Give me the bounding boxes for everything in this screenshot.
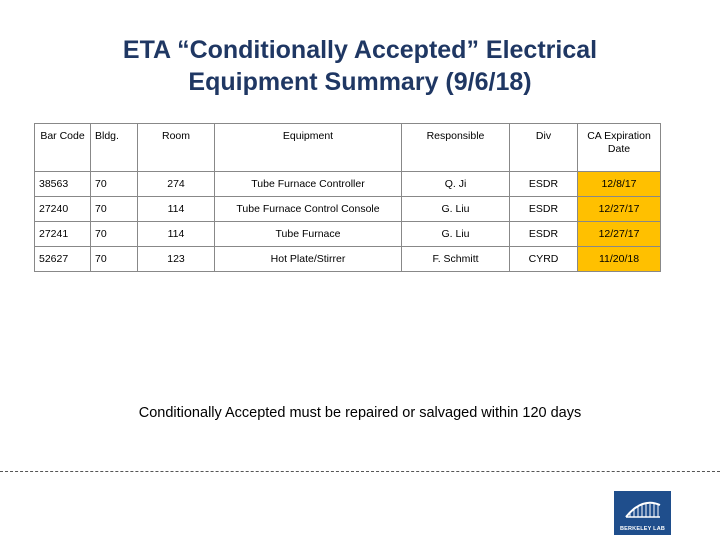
equipment-summary-table (34, 123, 661, 272)
footnote: Conditionally Accepted must be repaired or salvaged within 120 days (138, 405, 582, 421)
cell-room: 114 (138, 222, 215, 247)
cell-bar-code: 27241 (35, 222, 91, 247)
page-title-line-2: Equipment Summary (9/6/18) (188, 68, 532, 96)
cell-ca-expiration: 12/27/17 (578, 197, 661, 222)
cell-bldg: 70 (91, 222, 138, 247)
footer-divider (0, 471, 720, 472)
table-row (35, 222, 661, 247)
cell-ca-expiration: 11/20/18 (578, 247, 661, 272)
cell-room: 123 (138, 247, 215, 272)
header-responsible: Responsible (402, 124, 510, 172)
header-room: Room (138, 124, 215, 172)
cell-bldg: 70 (91, 172, 138, 197)
cell-equipment: Tube Furnace Controller (215, 172, 402, 197)
page-title (0, 34, 720, 98)
cell-ca-expiration: 12/27/17 (578, 222, 661, 247)
page-title-line-1: ETA “Conditionally Accepted” Electrical (122, 36, 598, 64)
cell-room: 274 (138, 172, 215, 197)
cell-div: ESDR (510, 197, 578, 222)
table-row (35, 172, 661, 197)
cell-equipment: Tube Furnace Control Console (215, 197, 402, 222)
cell-div: ESDR (510, 172, 578, 197)
header-div: Div (510, 124, 578, 172)
header-equipment: Equipment (215, 124, 402, 172)
header-bar-code: Bar Code (35, 124, 91, 172)
cell-bldg: 70 (91, 197, 138, 222)
cell-bar-code: 38563 (35, 172, 91, 197)
berkeley-lab-logo-mark-icon (614, 491, 671, 525)
berkeley-lab-logo-icon (614, 491, 671, 535)
cell-responsible: F. Schmitt (402, 247, 510, 272)
cell-responsible: Q. Ji (402, 172, 510, 197)
header-bldg: Bldg. (91, 124, 138, 172)
cell-room: 114 (138, 197, 215, 222)
table-row (35, 197, 661, 222)
cell-div: ESDR (510, 222, 578, 247)
table-row (35, 247, 661, 272)
table-header-row (35, 124, 661, 172)
cell-bar-code: 27240 (35, 197, 91, 222)
cell-responsible: G. Liu (402, 222, 510, 247)
cell-equipment: Tube Furnace (215, 222, 402, 247)
cell-ca-expiration: 12/8/17 (578, 172, 661, 197)
cell-bar-code: 52627 (35, 247, 91, 272)
logo-text: BERKELEY LAB (619, 526, 666, 532)
cell-div: CYRD (510, 247, 578, 272)
cell-responsible: G. Liu (402, 197, 510, 222)
header-ca-expiration: CA Expiration Date (578, 124, 661, 172)
cell-bldg: 70 (91, 247, 138, 272)
cell-equipment: Hot Plate/Stirrer (215, 247, 402, 272)
